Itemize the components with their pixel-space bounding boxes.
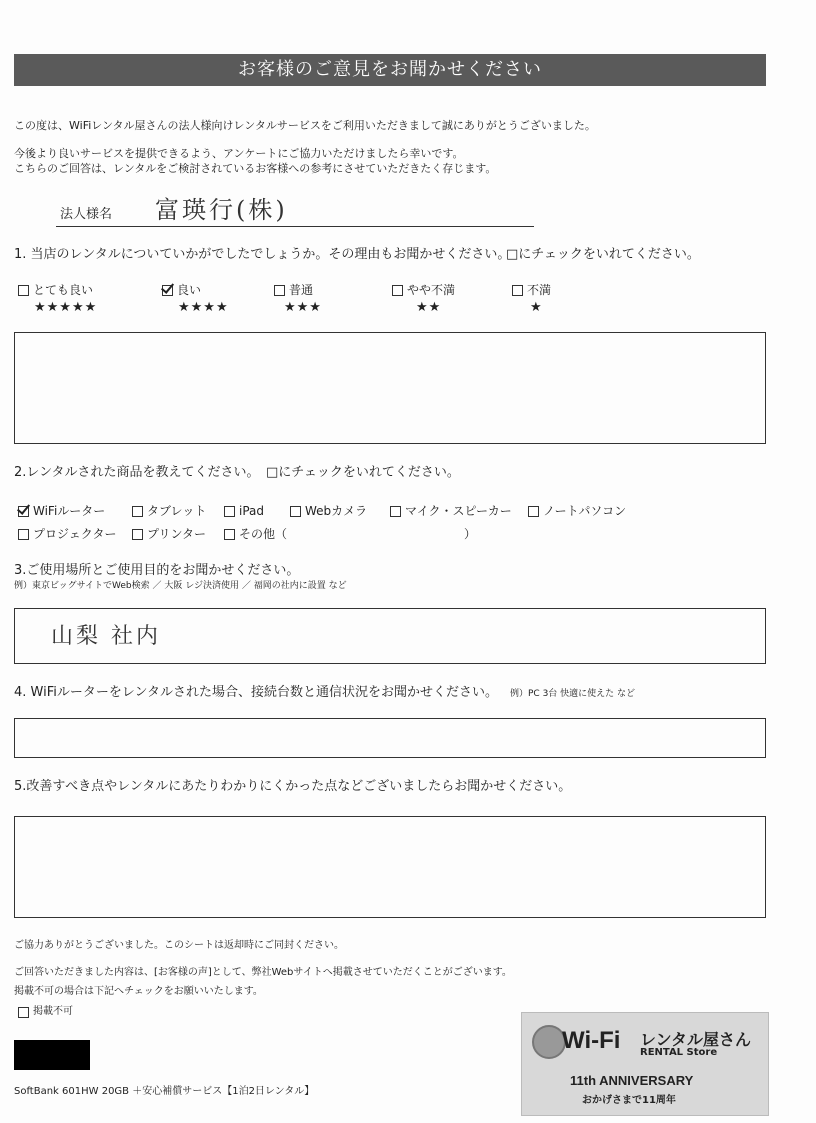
company-underline	[56, 226, 534, 227]
q1-hint: □にチェックをいれてください。	[506, 247, 700, 262]
q4-question: 4. WiFiルーターをレンタルされた場合、接続台数と通信状況をお聞かせください。	[14, 685, 499, 700]
q2-option-printer[interactable]	[132, 526, 206, 542]
option-label: 良い	[177, 283, 202, 297]
q2-hint: □にチェックをいれてください。	[266, 465, 460, 480]
checkbox-checked-icon[interactable]	[18, 506, 29, 517]
q4-example: 例）PC 3台 快適に使えた など	[510, 689, 636, 699]
q1-option-somewhat-unsatisfied[interactable]	[392, 282, 455, 298]
q5-question: 5.改善すべき点やレンタルにあたりわかりにくかった点などございましたらお聞かせください。	[14, 779, 572, 794]
checkbox-icon[interactable]	[18, 285, 29, 296]
checkbox-icon[interactable]	[274, 285, 285, 296]
option-label: プロジェクター	[33, 527, 117, 541]
checkbox-icon[interactable]	[132, 529, 143, 540]
stars-5: ★★★★★	[34, 300, 98, 315]
footer-opt-out-note: 掲載不可の場合は下記へチェックをお願いいたします。	[14, 986, 263, 997]
checkbox-icon[interactable]	[224, 529, 235, 540]
logo-jp: レンタル屋さん	[640, 1030, 751, 1049]
option-label: Webカメラ	[305, 504, 368, 518]
option-label: とても良い	[33, 283, 94, 297]
option-label: WiFiルーター	[33, 504, 106, 518]
option-label: 普通	[289, 283, 314, 297]
logo-sub: おかげさまで11周年	[582, 1095, 676, 1106]
logo-store: RENTAL Store	[640, 1047, 718, 1058]
q2-option-laptop[interactable]	[528, 503, 626, 519]
redaction-block	[14, 1040, 90, 1070]
company-value[interactable]: 富瑛行(株)	[155, 196, 288, 224]
q2-option-webcam[interactable]	[290, 503, 367, 519]
q2-option-wifi-router[interactable]	[18, 503, 105, 519]
logo-main: Wi-Fi	[562, 1027, 621, 1054]
q2-option-tablet[interactable]	[132, 503, 206, 519]
company-logo	[521, 1012, 769, 1116]
option-label: 不満	[527, 283, 552, 297]
q1-option-very-good[interactable]	[18, 282, 93, 298]
q3-answer-box[interactable]	[14, 608, 766, 664]
page-title: お客様のご意見をお聞かせください	[14, 54, 766, 86]
option-label: ノートパソコン	[543, 504, 627, 518]
q2-option-projector[interactable]	[18, 526, 117, 542]
checkbox-icon[interactable]	[132, 506, 143, 517]
company-label: 法人様名	[60, 207, 113, 222]
option-label: タブレット	[147, 504, 207, 518]
product-line: SoftBank 601HW 20GB ＋安心補償サービス【1泊2日レンタル】	[14, 1086, 315, 1097]
stars-4: ★★★★	[178, 300, 229, 315]
option-label: iPad	[239, 504, 265, 518]
footer-thanks: ご協力ありがとうございました。このシートは返却時にご同封ください。	[14, 940, 344, 951]
opt-out-option[interactable]	[18, 1004, 73, 1020]
checkbox-icon[interactable]	[528, 506, 539, 517]
option-label: マイク・スピーカー	[405, 504, 512, 518]
checkbox-icon[interactable]	[512, 285, 523, 296]
checkbox-icon[interactable]	[18, 1007, 29, 1018]
q3-answer[interactable]: 山梨 社内	[51, 624, 161, 649]
checkbox-icon[interactable]	[18, 529, 29, 540]
option-label: やや不満	[407, 283, 456, 297]
stars-2: ★★	[416, 300, 442, 315]
option-label: その他（	[239, 527, 288, 541]
opt-out-label: 掲載不可	[33, 1006, 73, 1017]
q2-question: 2.レンタルされた商品を教えてください。	[14, 465, 260, 480]
checkbox-icon[interactable]	[392, 285, 403, 296]
logo-anniversary: 11th ANNIVERSARY	[570, 1073, 694, 1088]
q1-option-good[interactable]	[162, 282, 201, 298]
q1-option-unsatisfied[interactable]	[512, 282, 551, 298]
q2-other-close: ）	[464, 527, 477, 541]
option-label: プリンター	[147, 527, 207, 541]
q1-question: 1. 当店のレンタルについていかがでしたでしょうか。その理由もお聞かせください。	[14, 247, 511, 262]
q1-option-normal[interactable]	[274, 282, 313, 298]
q2-option-other[interactable]	[224, 526, 287, 542]
q2-option-ipad[interactable]	[224, 503, 264, 519]
stars-3: ★★★	[284, 300, 322, 315]
q1-answer-box[interactable]	[14, 332, 766, 444]
intro-line-3: こちらのご回答は、レンタルをご検討されているお客様への参考にさせていただきたく存じます。	[14, 162, 497, 175]
footer-publish-note: ご回答いただきました内容は、[お客様の声]として、弊社Webサイトへ掲載させていただくことがございます。	[14, 967, 512, 978]
checkbox-icon[interactable]	[390, 506, 401, 517]
intro-line-1: この度は、WiFiレンタル屋さんの法人様向けレンタルサービスをご利用いただきまして誠にありがとうございました。	[14, 119, 596, 132]
stars-1: ★	[530, 300, 543, 315]
q3-question: 3.ご使用場所とご使用目的をお聞かせください。	[14, 563, 300, 578]
q3-example: 例）東京ビッグサイトでWeb検索 ／ 大阪 レジ決済使用 ／ 福岡の社内に設置 など	[14, 581, 347, 591]
checkbox-icon[interactable]	[224, 506, 235, 517]
q4-answer-box[interactable]	[14, 718, 766, 758]
q2-option-mic-speaker[interactable]	[390, 503, 512, 519]
q5-answer-box[interactable]	[14, 816, 766, 918]
checkbox-icon[interactable]	[290, 506, 301, 517]
checkbox-checked-icon[interactable]	[162, 285, 173, 296]
mascot-icon	[532, 1025, 566, 1059]
intro-line-2: 今後より良いサービスを提供できるよう、アンケートにご協力いただけましたら幸いです。	[14, 147, 464, 160]
